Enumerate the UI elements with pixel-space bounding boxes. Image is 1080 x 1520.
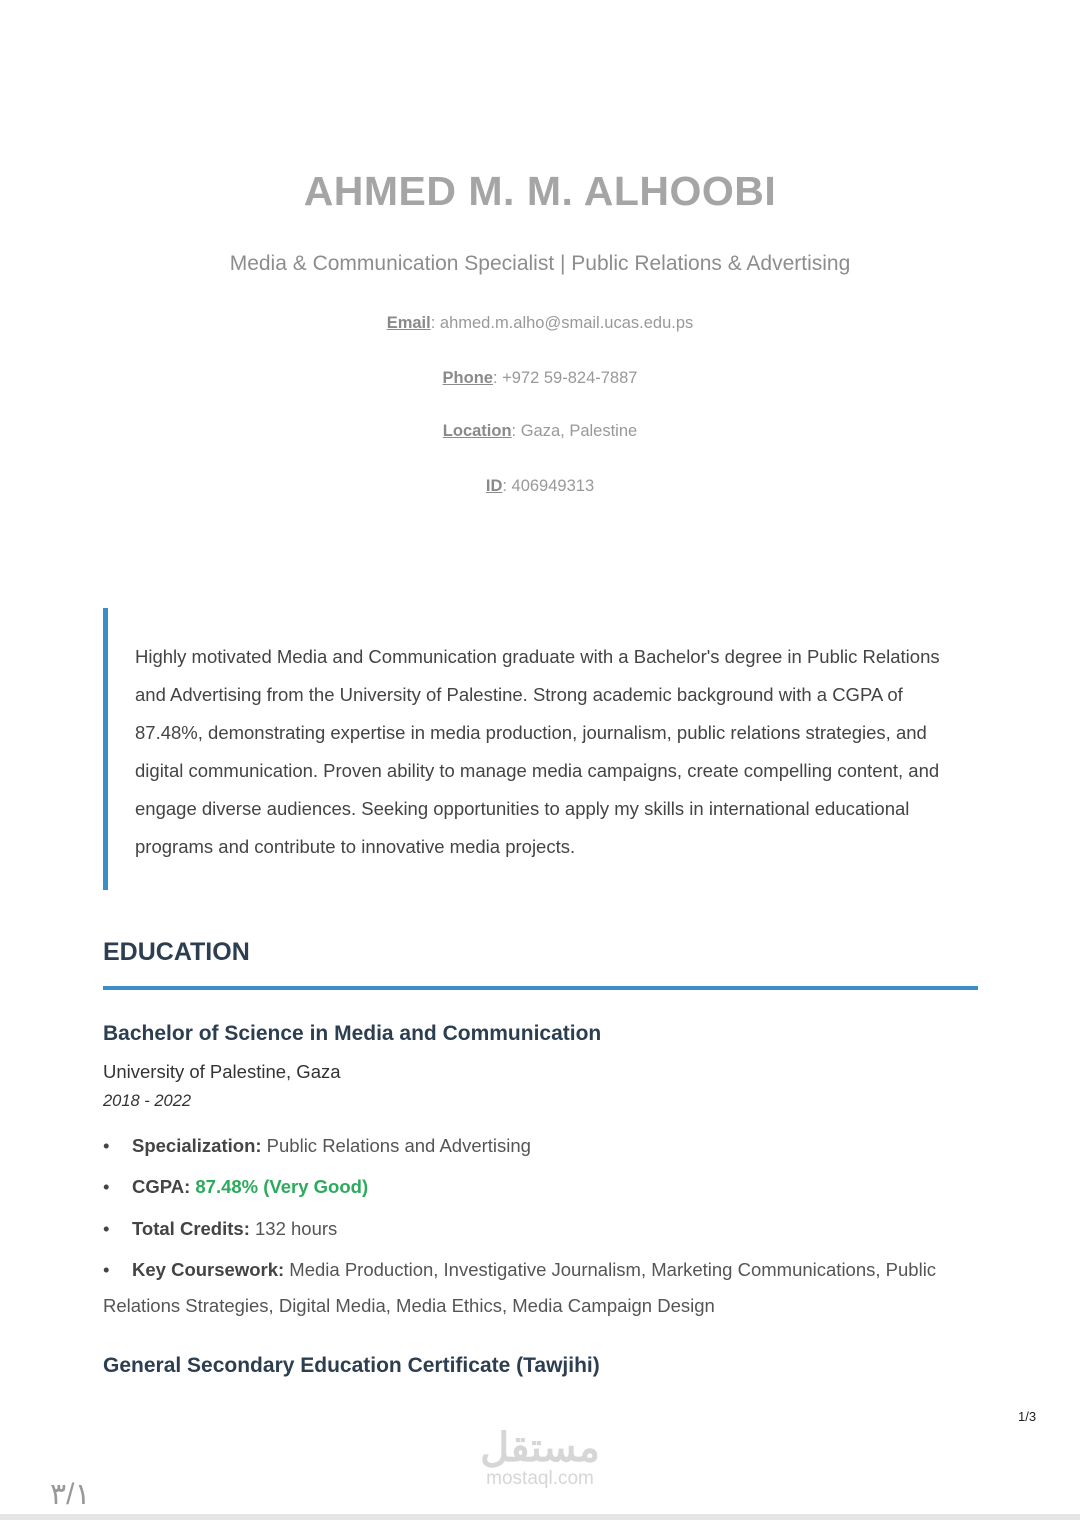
page-number: 1/3: [1018, 1409, 1037, 1424]
contact-id: [0, 477, 1080, 496]
contact-value: : 406949313: [502, 477, 595, 495]
item-label: Total Credits:: [132, 1218, 250, 1239]
contact-email: [0, 314, 1080, 333]
degree-dates: 2018 - 2022: [103, 1092, 192, 1110]
page-bottom-border: [0, 1514, 1080, 1520]
contact-value: : Gaza, Palestine: [511, 422, 638, 440]
contact-label: ID: [485, 477, 503, 495]
item-label: CGPA:: [132, 1176, 191, 1197]
item-label: Key Coursework:: [132, 1259, 285, 1280]
contact-label: Phone: [442, 369, 493, 387]
item-value: Media Production, Investigative Journalism, Marketing Communications, Public Relations Strategies, Digital Media, Media Ethics, Media Campaign Design: [103, 1259, 937, 1316]
list-item: [103, 1128, 973, 1164]
contact-label: Location: [442, 422, 512, 440]
contact-location: [0, 422, 1080, 441]
section-divider: [103, 986, 978, 990]
candidate-name: AHMED M. M. ALHOOBI: [303, 168, 777, 214]
summary-block: [103, 608, 943, 890]
bullet-icon: •: [103, 1135, 110, 1156]
degree-title: General Secondary Education Certificate (Tawjihi): [103, 1354, 600, 1377]
contact-value: : ahmed.m.alho@smail.ucas.edu.ps: [430, 314, 694, 332]
bullet-icon: •: [103, 1176, 110, 1197]
watermark-url: mostaql.com: [486, 1468, 594, 1489]
item-value: 132 hours: [249, 1218, 338, 1239]
contact-value: : +972 59-824-7887: [492, 369, 638, 387]
list-item: [103, 1211, 973, 1247]
contact-label: Email: [386, 314, 431, 332]
education-heading: EDUCATION: [103, 938, 250, 966]
item-label: Specialization:: [132, 1135, 262, 1156]
bullet-icon: •: [103, 1259, 110, 1280]
candidate-subtitle: Media & Communication Specialist | Public Relations & Advertising: [229, 252, 851, 275]
item-value: Public Relations and Advertising: [261, 1135, 531, 1156]
arabic-page-indicator: ٣/١: [50, 1478, 91, 1511]
degree-title: Bachelor of Science in Media and Communication: [103, 1022, 602, 1045]
degree-institution: University of Palestine, Gaza: [103, 1061, 341, 1082]
contact-phone: [0, 369, 1080, 388]
list-item: [103, 1252, 973, 1324]
item-value: 87.48% (Very Good): [190, 1176, 369, 1197]
mostaql-watermark: [470, 1428, 610, 1490]
summary-text: Highly motivated Media and Communication graduate with a Bachelor's degree in Public Relations and Advertising from the University of Palestine. Strong academic background with a CGPA of 87.48%, demonstrating expertise in media production, journalism, public relations strategies, and digital communication. Proven ability to manage media campaigns, create compelling content, and engage diverse audiences. Seeking opportunities to apply my skills in international educational programs and contribute to innovative media projects.: [135, 646, 940, 857]
bullet-icon: •: [103, 1218, 110, 1239]
list-item: [103, 1169, 973, 1205]
watermark-arabic: مستقل: [480, 1426, 600, 1470]
